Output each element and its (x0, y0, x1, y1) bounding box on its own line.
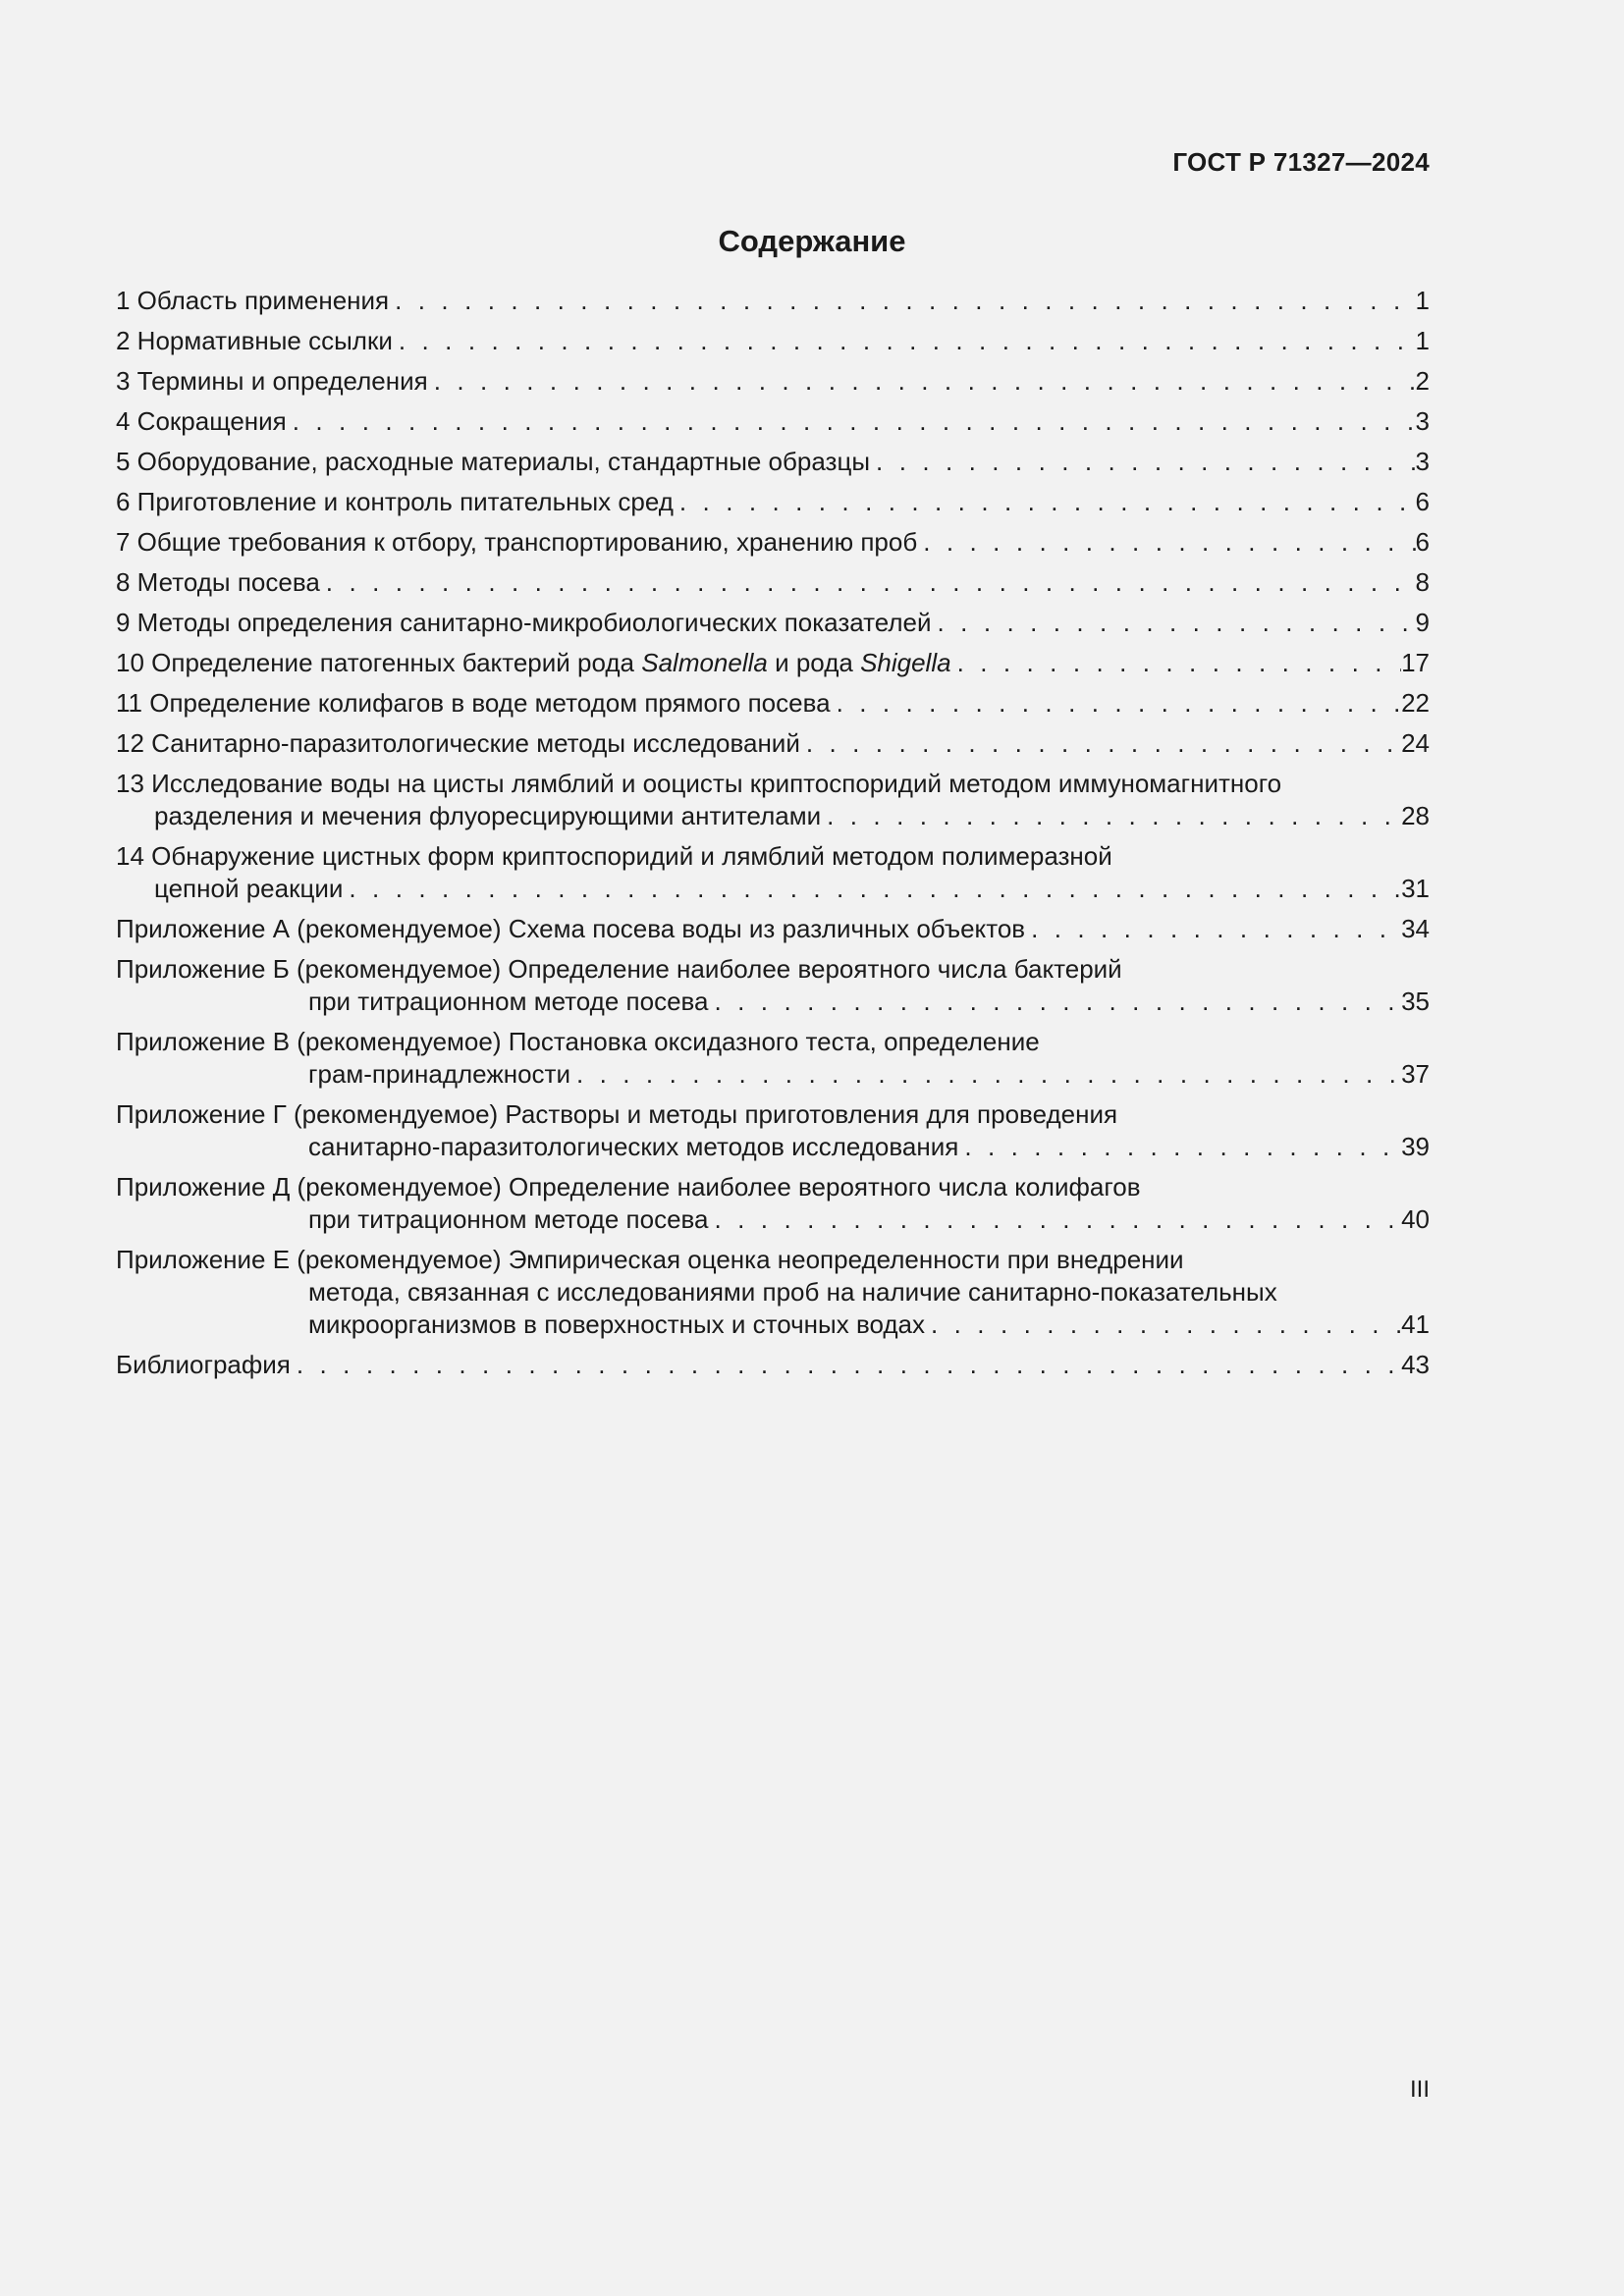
toc-page-number: 9 (1415, 608, 1430, 637)
table-of-contents (116, 285, 1430, 1389)
toc-entry-text: 2 Нормативные ссылки (116, 326, 393, 355)
toc-entry[interactable] (116, 1244, 1430, 1341)
toc-entry-text: 12 Санитарно-паразитологические методы исследований (116, 728, 800, 758)
toc-entry-text: 10 Определение патогенных бактерий рода Salmonella и рода Shigella (116, 648, 951, 677)
toc-entry-text: 4 Сокращения (116, 406, 287, 436)
document-code: ГОСТ Р 71327—2024 (1172, 147, 1430, 177)
toc-entry[interactable] (116, 486, 1430, 518)
toc-entry-text: грам-принадлежности (308, 1059, 570, 1089)
dot-leader (393, 325, 1416, 357)
toc-entry-text: санитарно-паразитологических методов исследования (308, 1132, 959, 1161)
toc-entry-text: разделения и мечения флуоресцирующими антителами (154, 801, 822, 830)
toc-page-number: 35 (1401, 987, 1430, 1016)
toc-page-number: 17 (1401, 648, 1430, 677)
toc-entry-text: Приложение Б (рекомендуемое) Определение наиболее вероятного числа бактерий (116, 954, 1122, 984)
toc-entry[interactable] (116, 566, 1430, 599)
toc-entry-text: 9 Методы определения санитарно-микробиологических показателей (116, 608, 932, 637)
toc-entry-text: 8 Методы посева (116, 567, 320, 597)
toc-entry[interactable] (116, 687, 1430, 720)
toc-entry[interactable] (116, 526, 1430, 559)
toc-entry-text: 1 Область применения (116, 286, 390, 315)
dot-leader (831, 687, 1401, 720)
toc-page-number: 37 (1401, 1059, 1430, 1089)
toc-entry-text: при титрационном методе посева (308, 1204, 709, 1234)
toc-entry-text: Приложение Е (рекомендуемое) Эмпирическая оценка неопределенности при внедрении (116, 1245, 1184, 1274)
dot-leader (709, 1203, 1402, 1236)
toc-entry[interactable] (116, 325, 1430, 357)
toc-entry[interactable] (116, 446, 1430, 478)
toc-entry[interactable] (116, 913, 1430, 945)
dot-leader (821, 800, 1401, 832)
toc-entry-text: Приложение В (рекомендуемое) Постановка оксидазного теста, определение (116, 1027, 1040, 1056)
dot-leader (674, 486, 1416, 518)
toc-page-number: 39 (1401, 1132, 1430, 1161)
toc-page-number: 24 (1401, 728, 1430, 758)
toc-page-number: 6 (1415, 527, 1430, 557)
dot-leader (291, 1349, 1401, 1381)
toc-entry[interactable] (116, 405, 1430, 438)
toc-entry[interactable] (116, 953, 1430, 1018)
toc-entry-text: 14 Обнаружение цистных форм криптоспоридий и лямблий методом полимеразной (116, 841, 1112, 871)
toc-entry-text: Приложение А (рекомендуемое) Схема посева воды из различных объектов (116, 914, 1026, 943)
toc-page-number: 40 (1401, 1204, 1430, 1234)
page-number: III (1409, 2076, 1430, 2103)
toc-entry[interactable] (116, 1171, 1430, 1236)
toc-entry[interactable] (116, 365, 1430, 398)
dot-leader (1025, 913, 1401, 945)
dot-leader (389, 285, 1415, 317)
toc-entry-text: Приложение Г (рекомендуемое) Растворы и методы приготовления для проведения (116, 1099, 1118, 1129)
dot-leader (800, 727, 1401, 760)
toc-entry-text: 5 Оборудование, расходные материалы, стандартные образцы (116, 447, 871, 476)
toc-entry-text: 7 Общие требования к отбору, транспортированию, хранению проб (116, 527, 918, 557)
toc-entry[interactable] (116, 1098, 1430, 1163)
toc-entry-text: Библиография (116, 1350, 291, 1379)
toc-page-number: 6 (1415, 487, 1430, 516)
toc-page-number: 41 (1401, 1309, 1430, 1339)
toc-entry[interactable] (116, 768, 1430, 832)
toc-entry-text: 11 Определение колифагов в воде методом прямого посева (116, 688, 831, 718)
toc-title: Содержание (718, 224, 906, 258)
toc-entry-text: цепной реакции (154, 874, 344, 903)
toc-page-number: 22 (1401, 688, 1430, 718)
toc-entry[interactable] (116, 1349, 1430, 1381)
dot-leader (925, 1308, 1401, 1341)
toc-page-number: 28 (1401, 801, 1430, 830)
toc-entry[interactable] (116, 727, 1430, 760)
dot-leader (870, 446, 1415, 478)
toc-entry-text: 3 Термины и определения (116, 366, 428, 396)
toc-entry-text: Приложение Д (рекомендуемое) Определение наиболее вероятного числа колифагов (116, 1172, 1141, 1201)
toc-page-number: 2 (1415, 366, 1430, 396)
toc-entry[interactable] (116, 607, 1430, 639)
dot-leader (958, 1131, 1401, 1163)
toc-page-number: 31 (1401, 874, 1430, 903)
toc-entry[interactable] (116, 1026, 1430, 1091)
dot-leader (428, 365, 1416, 398)
toc-page-number: 3 (1415, 447, 1430, 476)
toc-page-number: 34 (1401, 914, 1430, 943)
toc-entry-text: 6 Приготовление и контроль питательных сред (116, 487, 674, 516)
toc-page-number: 1 (1415, 326, 1430, 355)
dot-leader (932, 607, 1416, 639)
dot-leader (320, 566, 1416, 599)
toc-page-number: 1 (1415, 286, 1430, 315)
dot-leader (917, 526, 1415, 559)
dot-leader (570, 1058, 1401, 1091)
toc-entry[interactable] (116, 285, 1430, 317)
dot-leader (951, 647, 1402, 679)
dot-leader (343, 873, 1401, 905)
dot-leader (709, 986, 1402, 1018)
toc-entry[interactable] (116, 647, 1430, 679)
dot-leader (287, 405, 1416, 438)
toc-page-number: 43 (1401, 1350, 1430, 1379)
toc-entry[interactable] (116, 840, 1430, 905)
toc-page-number: 8 (1415, 567, 1430, 597)
toc-page-number: 3 (1415, 406, 1430, 436)
toc-entry-text: микроорганизмов в поверхностных и сточных водах (308, 1309, 925, 1339)
toc-entry-text: при титрационном методе посева (308, 987, 709, 1016)
toc-entry-text: 13 Исследование воды на цисты лямблий и ооцисты криптоспоридий методом иммуномагнитного (116, 769, 1282, 798)
toc-entry-text: метода, связанная с исследованиями проб на наличие санитарно-показательных (308, 1277, 1277, 1307)
